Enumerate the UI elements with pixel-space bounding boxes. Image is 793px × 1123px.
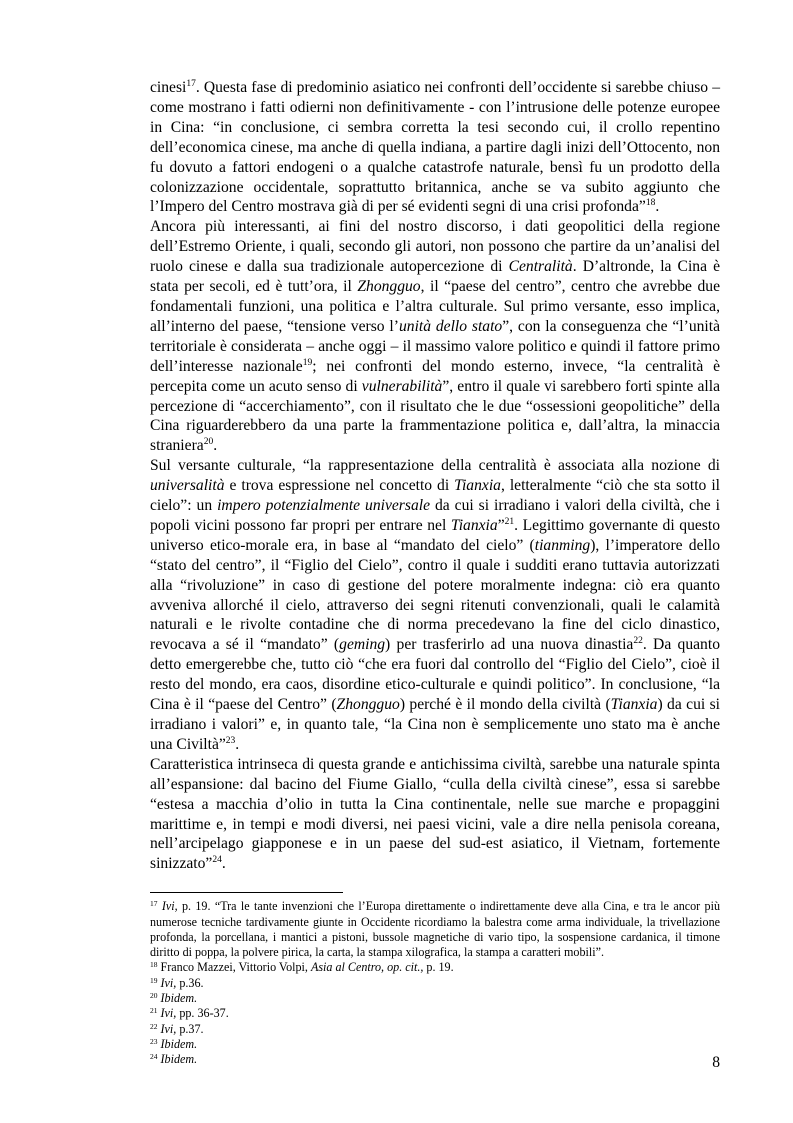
text-run: da cui si irradiano i valori della civiltà, che i popoli vicini possono far propri per entrare nel [150,497,720,534]
text-run: Franco Mazzei, Vittorio Volpi, [157,960,311,975]
text-run: ” [497,516,505,534]
text-run: ) per trasferirlo ad una nuova dinastia [385,636,634,654]
footnote [150,1052,720,1067]
text-run: . Questa fase di predominio asiatico nei confronti dell’occidente si sarebbe chiuso – come mostrano i fatti odierni non definitivamente - con l’intrusione delle potenze europee in Cina: “in conclusione, ci sembra corretta la tesi secondo cui, il crollo repentino dell’economica cinese, ma anche di quella indiana, a partire dagli inizi dell’Ottocento, non fu dovuto a fattori endogeni o a qualche catastrofe naturale, bensì fu un prodotto della colonizzazione occidentale, soprattutto britannica, anche se va subito aggiunto che l’Impero del Centro mostrava già di per sé evidenti segni di una crisi profonda” [150,79,720,216]
text-run: p. 19. [423,960,454,975]
italic-text: Tianxia [454,477,501,495]
footnote [150,1006,720,1021]
italic-text: Tianxia [610,696,658,714]
paragraph [150,456,720,755]
footnote-ref: 22 [150,1021,158,1031]
footnote-ref: 21 [504,516,515,527]
footnotes [150,899,720,1067]
footnote [150,991,720,1006]
text-run: ”, entro il quale vi sarebbero forti spinte alla percezione di “accerchiamento”, con il risultato che le due “ossessioni geopolitiche” della Cina riguarderebbero da una parte la frammentazione politica e, dall’altra, la minaccia straniera [150,377,720,455]
text-run: , il “paese del centro”, centro che avrebbe due fondamentali funzioni, una politica e l’altra culturale. Sul primo versante, esso implica, all’interno del paese, “tensione verso l’ [150,278,720,335]
footnote-separator [150,892,343,893]
italic-text: tianming [534,536,591,554]
text-run: ) perché è il mondo della civiltà ( [399,696,611,714]
text-run: . [221,855,226,873]
footnote [150,1037,720,1052]
text-run: ) da cui si irradiano i valori” e, in quanto tale, “la Cina non è semplicemente uno stato ma è anche una Civiltà” [150,696,721,753]
paragraph [150,78,720,217]
italic-text: Ibidem. [160,1036,198,1051]
text-run: cinesi [150,79,187,96]
text-run: ; nei confronti del mondo esterno, invece, “la centralità è percepita come un acuto senso di [150,357,720,395]
italic-text: Asia al Centro, op. cit., [310,960,424,975]
page-content [150,78,720,1068]
italic-text: impero potenzialmente universale [217,497,430,515]
text-run: pp. 36-37. [176,1006,229,1021]
footnote-ref: 22 [633,636,643,647]
text-run: p.36. [176,975,204,990]
footnote-ref: 24 [150,1052,158,1062]
footnote-ref: 23 [150,1036,158,1046]
text-run: . [655,198,660,216]
text-run: p. 19. “Tra le tante invenzioni che l’Europa direttamente o indirettamente deve alla Cina, e tra le ancor più numerose tecniche tardivamente giunte in Occidente ricordiamo la balestra come arma individuale, la trivellazione profonda, la porcellana, i mantici a pistoni, bussole magnetiche di vario tipo, la sospensione cardanica, il timone diritto di poppa, la polvere pirica, la carta, la stampa xilografica, la stampa a caratteri mobili”. [150,899,720,960]
text-run: Sul versante culturale, “la rappresentazione della centralità è associata alla nozione di [150,457,720,475]
footnote [150,899,720,960]
italic-text: Ibidem. [160,991,198,1006]
footnote [150,960,720,975]
text-run: . [213,437,218,455]
footnote [150,1022,720,1037]
italic-text: Tianxia [450,516,498,534]
italic-text: Ivi, [160,1006,177,1021]
footnote-ref: 18 [645,198,656,209]
footnote [150,976,720,991]
italic-text: geming [339,636,386,654]
text-run: ”, con la conseguenza che “l’unità territoriale è considerata – anche oggi – il massimo valore politico e quindi il fattore primo dell’interesse nazionale [150,317,720,375]
footnote-ref: 19 [150,975,158,985]
page-number: 8 [712,1054,720,1071]
italic-text: Ivi, [160,1021,177,1036]
italic-text: Zhongguo [336,696,400,714]
italic-text: Ivi, [160,975,177,990]
footnote-ref: 17 [186,79,196,89]
footnote-ref: 20 [203,437,214,448]
paragraph [150,217,720,456]
text-run: e trova espressione nel concetto di [224,477,455,495]
italic-text: vulnerabilità [361,377,443,395]
body-text [150,78,720,874]
text-run: . D’altronde, la Cina è stata per secoli, ed è tutt’ora, il [150,258,720,296]
italic-text: Zhongguo [357,278,421,296]
text-run: p.37. [176,1021,204,1036]
paragraph [150,755,720,874]
text-run: ), l’imperatore dello “stato del centro”, il “Figlio del Cielo”, contro il quale i sudditi erano tuttavia autorizzati alla “rivoluzione” in caso di gestione del potere moralmente indegna: ciò era quanto avveniva allorché il cielo, attraverso dei segni ritenuti convenzionali, quali le calamità naturali e le rivolte contadine che di norma precedevano la fine del ciclo dinastico, revocava a sé il “mandato” ( [150,536,720,654]
text-run: . Da quanto detto emergerebbe che, tutto ciò “che era fuori dal controllo del “Figlio del Cielo”, cioè il resto del mondo, era caos, disordine etico-culturale e quindi politico”. In conclusione, “la Cina è il “paese del Centro” ( [150,636,720,714]
italic-text: Ivi, [161,899,178,914]
footnote-ref: 23 [225,735,236,746]
footnote-ref: 21 [150,1006,158,1016]
text-run: , letteralmente “ciò che sta sotto il cielo”: un [150,477,720,515]
footnote-ref: 24 [212,855,222,866]
text-run: Caratteristica intrinseca di questa grande e antichissima civiltà, sarebbe una naturale spinta all’espansione: dal bacino del Fiume Giallo, “culla della civiltà cinese”, essa si sarebbe “estesa a macchia d’olio in tutta la Cina continentale, nelle sue marche e propaggini marittime e, in tempi e modi diversi, nei paesi vicini, vale a dire nella penisola coreana, nell’arcipelago giapponese e in un paese del sud-est asiatico, il Vietnam, fortemente sinizzato” [150,755,720,873]
footnote-ref: 19 [302,357,313,368]
text-run: . [235,735,240,753]
italic-text: Centralità [508,258,573,276]
footnote-ref: 17 [150,899,158,909]
italic-text: Ibidem. [160,1052,198,1067]
footnote-ref: 18 [150,960,158,970]
italic-text: universalità [150,477,225,495]
text-run: Ancora più interessanti, ai fini del nostro discorso, i dati geopolitici della regione dell’Estremo Oriente, i quali, secondo gli autori, non possono che partire da un’analisi del ruolo cinese e dalla sua tradizionale autopercezione di [150,218,720,276]
italic-text: unità dello stato [398,317,503,335]
text-run: . Legittimo governante di questo universo etico-morale era, in base al “mandato del cielo” ( [150,516,720,554]
footnote-ref: 20 [150,991,158,1001]
